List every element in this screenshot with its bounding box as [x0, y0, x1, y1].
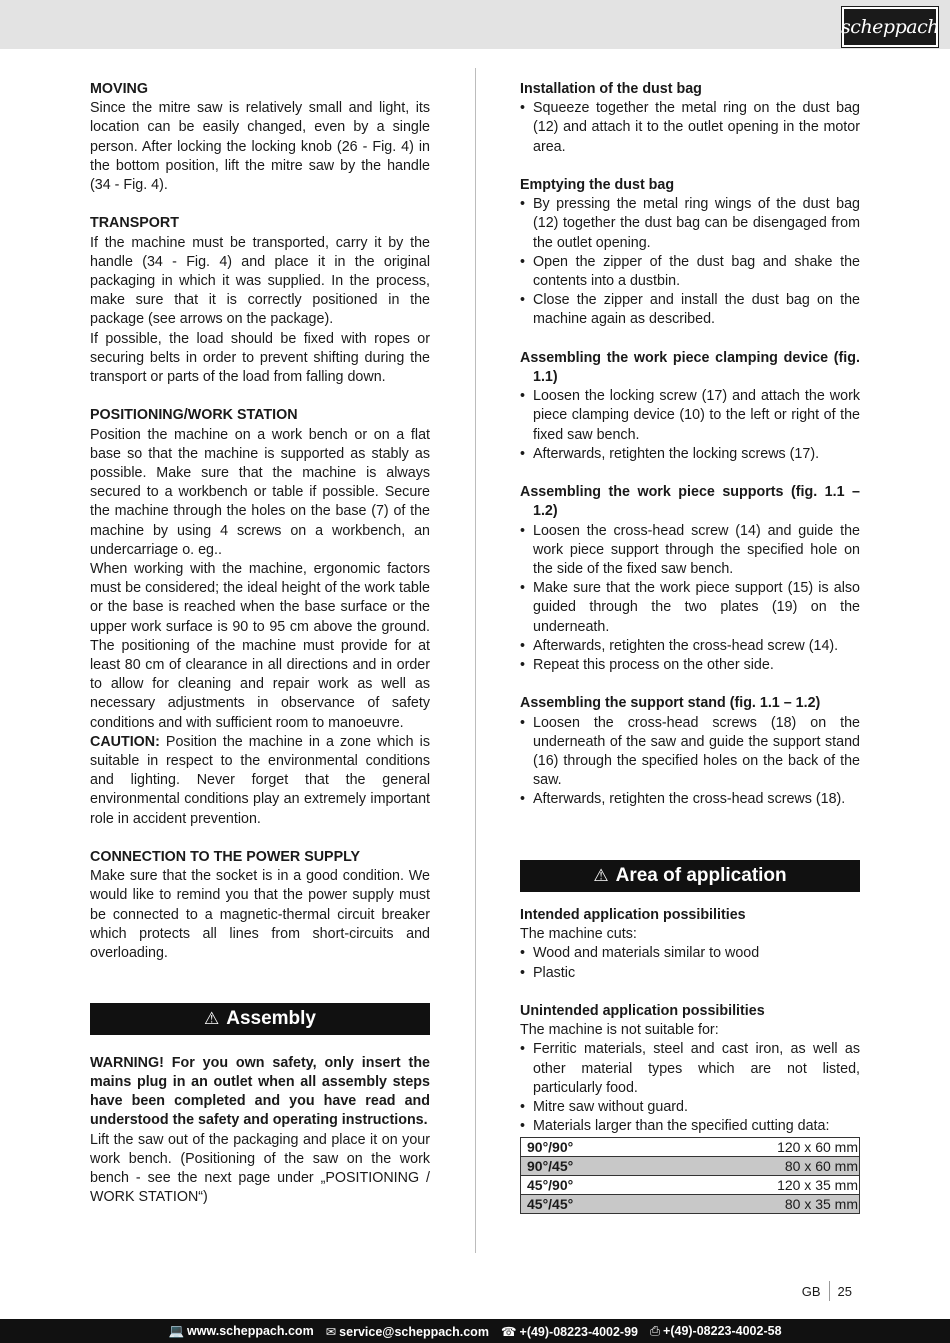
power-text: Make sure that the socket is in a good condition. We would like to remind you that the power supply must be connected to a magnetic-thermal circuit breaker which protects all lines from short-circuits and overloading. — [90, 868, 430, 962]
table-cell-angle: 45°/90° — [521, 1176, 649, 1195]
right-column — [520, 80, 860, 1214]
assembly-text: Lift the saw out of the packaging and place it on your work bench. (Positioning of the saw on the work bench - see the next page under „POSITIONING / WORK STATION“) — [90, 1131, 430, 1206]
list-item: • Wood and materials similar to wood — [520, 944, 860, 963]
table-row — [521, 1176, 860, 1195]
assembly-section-bar — [90, 1003, 430, 1035]
email-link[interactable]: service@scheppach.com — [339, 1324, 489, 1339]
phone-number: +(49)-08223-4002-99 — [519, 1324, 639, 1339]
list-item: • Plastic — [520, 964, 860, 983]
list-item: • Ferritic materials, steel and cast iron, as well as other material types which are not listed, particularly food. — [520, 1040, 860, 1098]
intended-list — [520, 944, 860, 982]
list-item: • Squeeze together the metal ring on the dust bag (12) and attach it to the outlet opening in the motor area. — [520, 99, 860, 157]
page-footer — [802, 1281, 852, 1301]
caution-label: CAUTION: — [90, 733, 160, 750]
list-item: • Loosen the locking screw (17) and attach the work piece clamping device (10) to the left or right of the fixed saw bench. — [520, 387, 860, 445]
table-row — [521, 1157, 860, 1176]
unintended-intro: The machine is not suitable for: — [520, 1022, 719, 1039]
header-bar — [0, 0, 950, 49]
computer-icon: 💻 — [168, 1323, 185, 1338]
caution-text: Position the machine in a zone which is suitable in respect to the environmental conditions and lighting. Never forget that the general environmental conditions play an extremely important role in accident prevention. — [90, 733, 430, 827]
cutting-data-table — [520, 1137, 860, 1214]
table-cell-angle: 90°/90° — [521, 1138, 649, 1157]
power-heading: CONNECTION TO THE POWER SUPPLY — [90, 849, 361, 866]
mail-icon: ✉ — [325, 1324, 337, 1339]
table-row — [521, 1138, 860, 1157]
list-item: • Mitre saw without guard. — [520, 1098, 860, 1117]
supports-list — [520, 522, 860, 676]
unintended-list — [520, 1040, 860, 1136]
unintended-heading: Unintended application possibilities — [520, 1003, 765, 1020]
language-code: GB — [801, 1283, 821, 1299]
positioning-text-1: Position the machine on a work bench or on a flat base so that the machine is supported as stably as possible. Make sure that the machine is always secured to a workbench or table if possible. Secure the machine through the holes on the base (7) of the machine by using 4 screws on a workbench, an undercarriage o. eg.. — [90, 426, 430, 558]
assembly-bar-title: Assembly — [226, 1008, 317, 1030]
list-item: • Materials larger than the specified cutting data: — [520, 1117, 860, 1136]
list-item: • Loosen the cross-head screw (14) and guide the work piece support through the specified hole on the side of the fixed saw bench. — [520, 522, 860, 580]
supports-heading: Assembling the work piece supports (fig. 1.1 – 1.2) — [520, 484, 860, 520]
assembly-warning: WARNING! For you own safety, only insert the mains plug in an outlet when all assembly steps have been completed and you have read and understood the safety and operating instructions. — [90, 1054, 430, 1129]
dustbag-empty-list — [520, 195, 860, 329]
transport-text-1: If the machine must be transported, carry it by the handle (34 - Fig. 4) and place it in the original packaging in which it was supplied. In the process, make sure that it is correctly positioned in the package (see arrows on the package). — [90, 234, 430, 328]
intended-intro: The machine cuts: — [520, 926, 637, 943]
application-bar-title: Area of application — [615, 865, 787, 887]
column-divider — [475, 68, 476, 1253]
application-section-bar — [520, 860, 860, 892]
list-item: • By pressing the metal ring wings of the dust bag (12) together the dust bag can be disengaged from the outlet opening. — [520, 195, 860, 253]
stand-list — [520, 714, 860, 810]
fax-number: +(49)-08223-4002-58 — [663, 1323, 782, 1338]
list-item: • Loosen the cross-head screws (18) on the underneath of the saw and guide the support stand (16) through the specified holes on the back of the saw. — [520, 714, 860, 791]
footer-separator — [829, 1281, 830, 1301]
list-item: • Afterwards, retighten the locking screws (17). — [520, 445, 860, 464]
intended-heading: Intended application possibilities — [520, 907, 746, 924]
table-row — [521, 1195, 860, 1214]
list-item: • Open the zipper of the dust bag and shake the contents into a dustbin. — [520, 253, 860, 291]
list-item: • Repeat this process on the other side. — [520, 656, 860, 675]
page-number: 25 — [837, 1283, 852, 1299]
phone-icon: ☎ — [500, 1324, 517, 1339]
dustbag-empty-heading: Emptying the dust bag — [520, 177, 675, 193]
list-item: • Afterwards, retighten the cross-head screw (14). — [520, 637, 860, 656]
dustbag-install-list — [520, 99, 860, 157]
transport-heading: TRANSPORT — [90, 215, 179, 232]
table-cell-size: 120 x 35 mm — [649, 1176, 860, 1195]
contact-bar — [0, 1319, 950, 1343]
dustbag-install-heading: Installation of the dust bag — [520, 81, 702, 97]
table-cell-size: 80 x 60 mm — [649, 1157, 860, 1176]
caution-paragraph — [90, 733, 430, 829]
list-item: • Afterwards, retighten the cross-head screws (18). — [520, 790, 860, 809]
left-column — [90, 80, 430, 1207]
list-item: • Close the zipper and install the dust bag on the machine again as described. — [520, 291, 860, 329]
table-cell-angle: 90°/45° — [521, 1157, 649, 1176]
scheppach-logo: scheppach — [842, 7, 938, 47]
transport-text-2: If possible, the load should be fixed with ropes or securing belts in order to prevent shifting during the transport or parts of the load from falling down. — [90, 330, 430, 386]
warning-triangle-icon: ⚠ — [203, 1009, 220, 1029]
table-cell-size: 120 x 60 mm — [649, 1138, 860, 1157]
clamp-list — [520, 387, 860, 464]
list-item: • Make sure that the work piece support (15) is also guided through the two plates (19) on the underneath. — [520, 579, 860, 637]
positioning-heading: POSITIONING/WORK STATION — [90, 407, 298, 424]
moving-heading: MOVING — [90, 81, 148, 97]
website-link[interactable]: www.scheppach.com — [187, 1323, 314, 1338]
moving-text: Since the mitre saw is relatively small and light, its location can be easily changed, even by a single person. After locking the locking knob (26 - Fig. 4) in the bottom position, lift the mitre saw by the handle (34 - Fig. 4). — [90, 100, 430, 194]
fax-icon: ⎙ — [650, 1323, 661, 1338]
clamp-heading: Assembling the work piece clamping device (fig. 1.1) — [520, 349, 860, 386]
warning-triangle-icon: ⚠ — [593, 866, 609, 886]
table-cell-size: 80 x 35 mm — [649, 1195, 860, 1214]
positioning-text-2: When working with the machine, ergonomic factors must be considered; the ideal height of the work table or the base is reached when the base surface or the upper work surface is 90 to 95 cm above the ground. The positioning of the machine must provide for at least 80 cm of clearance in all directions and in order to allow for cleaning and repair work as well as necessary adjustments in observance of safety conditions and with sufficient room to manoeuvre. — [90, 561, 430, 731]
stand-heading: Assembling the support stand (fig. 1.1 – 1.2) — [520, 695, 821, 712]
table-cell-angle: 45°/45° — [521, 1195, 649, 1214]
